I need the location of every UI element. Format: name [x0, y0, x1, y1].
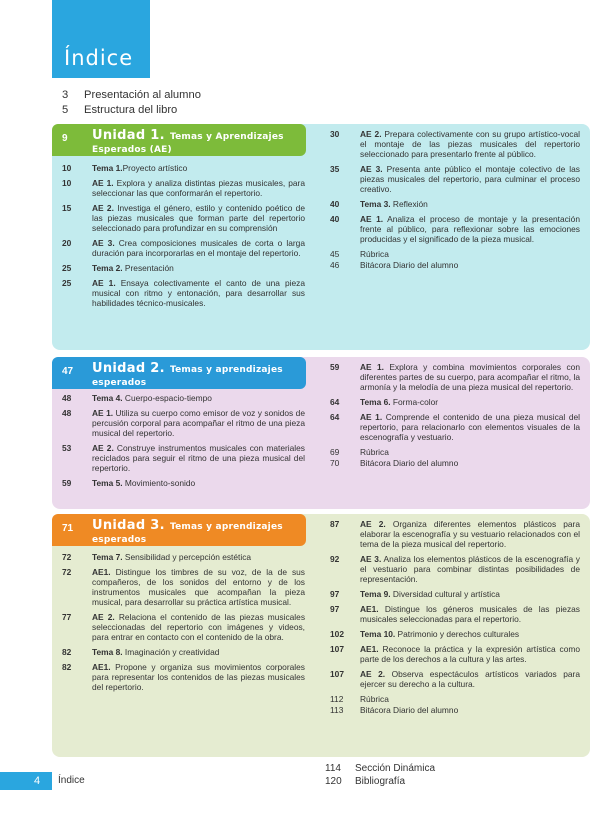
- toc-entry[interactable]: [62, 567, 305, 607]
- toc-entry-text: [92, 408, 305, 438]
- toc-page-number: 64: [330, 397, 340, 407]
- page-title: Índice: [52, 0, 150, 78]
- toc-page-number: 92: [330, 554, 340, 564]
- toc-entry[interactable]: [330, 589, 580, 599]
- toc-entry-text: [360, 629, 580, 639]
- unit-3-page: 71: [62, 523, 74, 534]
- toc-page-number: 97: [330, 589, 340, 599]
- intro-text: Presentación al alumno: [84, 88, 201, 101]
- toc-entry-description: Propone y organiza sus movimientos corporales para representar los contenidos de las piezas musicales del repertorio.: [92, 662, 305, 692]
- toc-entry-label: AE 2.: [92, 203, 114, 213]
- toc-entry-label: AE 1.: [92, 178, 114, 188]
- toc-entry-description: Observa espectáculos artísticos variados para ejercer su derecho a la cultura.: [360, 669, 580, 689]
- toc-entry[interactable]: [330, 694, 580, 704]
- toc-entry[interactable]: [330, 705, 580, 715]
- outro-list: [325, 762, 435, 788]
- toc-entry-text: [360, 249, 580, 259]
- toc-entry-label: AE1.: [92, 662, 111, 672]
- toc-page-number: 46: [330, 260, 340, 270]
- unit-title-big: Unidad 2.: [92, 361, 165, 376]
- toc-page-number: 102: [330, 629, 344, 639]
- toc-entry-description: Comprende el contenido de una pieza musical del repertorio, para relacionarlo con elementos visuales de la escenografía y vestuario.: [360, 412, 580, 442]
- toc-entry[interactable]: [330, 669, 580, 689]
- toc-entry-text: [360, 705, 580, 715]
- toc-entry[interactable]: [62, 478, 305, 488]
- toc-page-number: 30: [330, 129, 340, 139]
- toc-entry-description: Investiga el género, estilo y contenido poético de las piezas musicales que forman parte del repertorio seleccionado para profundizar en su comprensión: [92, 203, 305, 233]
- unit-title-rest: Temas y aprendizajes: [169, 522, 283, 532]
- unit-3-title: [92, 517, 283, 547]
- toc-entry-label: AE1.: [360, 644, 379, 654]
- toc-page-number: 87: [330, 519, 340, 529]
- outro-text: Bibliografía: [355, 776, 406, 787]
- unit-2-title: [92, 360, 283, 390]
- toc-entry[interactable]: [330, 629, 580, 639]
- toc-entry-description: Cuerpo-espacio-tiempo: [122, 393, 212, 403]
- toc-entry-description: Rúbrica: [360, 694, 389, 704]
- intro-page: 3: [62, 88, 69, 101]
- toc-entry-text: [360, 694, 580, 704]
- toc-page-number: 35: [330, 164, 340, 174]
- toc-entry-text: [360, 214, 580, 244]
- toc-entry-label: Tema 5.: [92, 478, 123, 488]
- toc-page-number: 107: [330, 644, 344, 654]
- toc-entry-description: Distingue los timbres de su voz, de la de sus compañeros, de los sonidos del entorno y de los instrumentos musicales que acompañan la pieza musical, para desarrollar su práctica artística musical.: [92, 567, 305, 607]
- intro-item[interactable]: [62, 87, 201, 102]
- toc-entry-label: Tema 3.: [360, 199, 391, 209]
- toc-entry-text: [360, 164, 580, 194]
- toc-entry-label: AE 3.: [360, 164, 383, 174]
- unit-3-left-column: [62, 552, 305, 697]
- unit-title-big: Unidad 1.: [92, 128, 165, 143]
- toc-entry-label: AE 1.: [92, 278, 116, 288]
- unit-1-header[interactable]: [52, 124, 306, 156]
- toc-entry-label: AE 1.: [360, 214, 384, 224]
- toc-entry[interactable]: [330, 260, 580, 270]
- toc-entry-text: [92, 647, 305, 657]
- toc-entry[interactable]: [330, 129, 580, 159]
- toc-entry[interactable]: [62, 263, 305, 273]
- toc-entry-label: AE 2.: [360, 519, 386, 529]
- toc-entry-text: [92, 278, 305, 308]
- toc-page-number: 25: [62, 278, 72, 288]
- unit-3-right-column: [330, 519, 580, 716]
- toc-entry[interactable]: [330, 412, 580, 442]
- toc-entry-description: Movimiento-sonido: [122, 478, 196, 488]
- unit-2-right-column: [330, 362, 580, 469]
- toc-entry-label: AE 2.: [360, 129, 382, 139]
- unit-2-left-column: [62, 393, 305, 493]
- toc-entry-label: AE 2.: [92, 612, 115, 622]
- toc-entry-description: Presentación: [122, 263, 174, 273]
- unit-2-header[interactable]: [52, 357, 306, 389]
- toc-entry-text: [92, 238, 305, 258]
- toc-entry-description: Reflexión: [390, 199, 428, 209]
- toc-page-number: 59: [62, 478, 72, 488]
- toc-entry-label: Tema 4.: [92, 393, 123, 403]
- outro-item[interactable]: [325, 775, 435, 788]
- toc-entry[interactable]: [62, 552, 305, 562]
- outro-text: Sección Dinámica: [355, 763, 436, 774]
- toc-entry-text: [92, 178, 305, 198]
- toc-entry-label: Tema 8.: [92, 647, 123, 657]
- toc-entry[interactable]: [330, 397, 580, 407]
- unit-1-left-column: [62, 163, 305, 313]
- toc-entry-description: Analiza el proceso de montaje y la presentación frente al público, para reflexionar sobre las emociones producidas y el significado de la pieza musical.: [360, 214, 580, 244]
- toc-entry-label: Tema 9.: [360, 589, 391, 599]
- toc-entry-text: [92, 612, 305, 642]
- toc-entry[interactable]: [330, 604, 580, 624]
- toc-entry-label: Tema 1.: [92, 163, 123, 173]
- toc-entry[interactable]: [330, 644, 580, 664]
- footer-label: Índice: [58, 775, 85, 786]
- toc-page-number: 82: [62, 647, 72, 657]
- toc-entry-label: Tema 6.: [360, 397, 391, 407]
- toc-entry-description: Bitácora Diario del alumno: [360, 260, 459, 270]
- toc-page-number: 107: [330, 669, 344, 679]
- toc-entry-description: Sensibilidad y percepción estética: [122, 552, 252, 562]
- unit-3-header[interactable]: [52, 514, 306, 546]
- toc-entry[interactable]: [330, 519, 580, 549]
- outro-page: 120: [325, 776, 342, 787]
- toc-entry[interactable]: [330, 458, 580, 468]
- unit-2-page: 47: [62, 366, 74, 377]
- toc-page-number: 82: [62, 662, 72, 672]
- toc-entry-label: Tema 10.: [360, 629, 396, 639]
- toc-entry-text: [360, 589, 580, 599]
- toc-page-number: 10: [62, 178, 72, 188]
- toc-entry[interactable]: [330, 164, 580, 194]
- toc-entry[interactable]: [62, 612, 305, 642]
- toc-page-number: 40: [330, 214, 340, 224]
- toc-entry-label: AE 1.: [360, 362, 384, 372]
- toc-entry[interactable]: [330, 249, 580, 259]
- toc-entry-text: [92, 552, 305, 562]
- toc-entry-label: Tema 2.: [92, 263, 123, 273]
- toc-entry-description: Utiliza su cuerpo como emisor de voz y sonidos de percusión corporal para acompañar el ritmo de una pieza musical del repertorio.: [92, 408, 305, 438]
- toc-entry[interactable]: [62, 443, 305, 473]
- toc-entry-text: [360, 644, 580, 664]
- toc-entry-label: Tema 7.: [92, 552, 123, 562]
- toc-entry-text: [360, 362, 580, 392]
- toc-entry-description: Explora y combina movimientos corporales con diferentes partes de su cuerpo, para acompañar el ritmo, la armonía y la melodía de una pieza musical del repertorio.: [360, 362, 580, 392]
- toc-page-number: 45: [330, 249, 340, 259]
- toc-entry[interactable]: [330, 447, 580, 457]
- toc-page-number: 53: [62, 443, 72, 453]
- unit-title-line2: esperados: [92, 378, 147, 388]
- toc-entry[interactable]: [330, 214, 580, 244]
- toc-entry-label: AE 3.: [92, 238, 115, 248]
- toc-entry-label: AE 1.: [360, 412, 383, 422]
- toc-entry-text: [92, 443, 305, 473]
- toc-page-number: 48: [62, 408, 72, 418]
- toc-entry-text: [92, 203, 305, 233]
- toc-entry[interactable]: [62, 178, 305, 198]
- outro-page: 114: [325, 763, 341, 774]
- toc-page-number: 48: [62, 393, 72, 403]
- toc-entry[interactable]: [330, 199, 580, 209]
- toc-entry-description: Relaciona el contenido de las piezas musicales seleccionadas del repertorio con imágenes y videos, para entrar en contacto con el contenido de la obra.: [92, 612, 305, 642]
- toc-entry-text: [92, 567, 305, 607]
- toc-entry[interactable]: [330, 362, 580, 392]
- toc-entry-text: [92, 163, 305, 173]
- toc-entry-description: Prepara colectivamente con su grupo artístico-vocal el montaje de las piezas musicales del repertorio seleccionado para presentarlo frente al público.: [360, 129, 581, 159]
- toc-entry-description: Crea composiciones musicales de corta o larga duración para incorporarlas en el montaje del repertorio.: [92, 238, 305, 258]
- toc-page-number: 40: [330, 199, 340, 209]
- unit-1-right-column: [330, 129, 580, 271]
- toc-entry-description: Bitácora Diario del alumno: [360, 458, 459, 468]
- toc-page-number: 59: [330, 362, 340, 372]
- toc-entry-text: [360, 669, 580, 689]
- toc-entry-text: [360, 519, 580, 549]
- toc-entry-label: AE 2.: [92, 443, 114, 453]
- toc-page-number: 72: [62, 552, 72, 562]
- unit-title-big: Unidad 3.: [92, 518, 165, 533]
- toc-page-number: 15: [62, 203, 72, 213]
- toc-entry-label: AE1.: [92, 567, 111, 577]
- toc-entry-description: Patrimonio y derechos culturales: [395, 629, 520, 639]
- toc-entry[interactable]: [62, 408, 305, 438]
- toc-entry-label: AE 3.: [360, 554, 382, 564]
- toc-page-number: 64: [330, 412, 340, 422]
- unit-title-line2: Esperados (AE): [92, 145, 172, 155]
- toc-entry-description: Imaginación y creatividad: [122, 647, 220, 657]
- toc-entry-text: [360, 604, 580, 624]
- toc-entry-description: Organiza diferentes elementos plásticos para elaborar la escenografía y su vestuario relacionados con el tema de la pieza musical del repertorio.: [360, 519, 580, 549]
- unit-title-line2: esperados: [92, 535, 147, 545]
- toc-entry-description: Ensaya colectivamente el canto de una pieza musical con ritmo y entonación, para desarrollar sus habilidades técnico-musicales.: [92, 278, 305, 308]
- toc-entry-label: AE 1.: [92, 408, 114, 418]
- toc-entry[interactable]: [62, 278, 305, 308]
- toc-entry-label: AE1.: [360, 604, 379, 614]
- toc-page-number: 112: [330, 694, 344, 704]
- outro-item[interactable]: [325, 762, 435, 775]
- unit-title-rest: Temas y Aprendizajes: [169, 132, 284, 142]
- toc-entry[interactable]: [330, 554, 580, 584]
- toc-entry-text: [360, 458, 580, 468]
- unit-title-rest: Temas y aprendizajes: [169, 365, 283, 375]
- toc-entry-text: [360, 554, 580, 584]
- toc-page-number: 72: [62, 567, 72, 577]
- toc-entry-label: AE 2.: [360, 669, 386, 679]
- toc-entry-description: Rúbrica: [360, 447, 389, 457]
- toc-entry-text: [360, 199, 580, 209]
- toc-entry-description: Explora y analiza distintas piezas musicales, para seleccionar las que conformarán el repertorio.: [92, 178, 305, 198]
- toc-entry[interactable]: [62, 163, 305, 173]
- toc-entry-description: Analiza los elementos plásticos de la escenografía y el vestuario para combinar distintas posibilidades de representación.: [360, 554, 580, 584]
- toc-page-number: 69: [330, 447, 340, 457]
- unit-1-title: [92, 127, 284, 157]
- toc-page-number: 10: [62, 163, 72, 173]
- toc-page-number: 97: [330, 604, 340, 614]
- toc-entry-text: [92, 393, 305, 403]
- toc-entry-text: [360, 447, 580, 457]
- toc-entry[interactable]: [62, 647, 305, 657]
- toc-entry-description: Construye instrumentos musicales con materiales reciclados para seguir el ritmo de una pieza musical del repertorio.: [92, 443, 305, 473]
- toc-entry-description: Bitácora Diario del alumno: [360, 705, 459, 715]
- toc-entry-description: Reconoce la práctica y la expresión artística como parte de los derechos a la cultura y las artes.: [360, 644, 580, 664]
- toc-entry-text: [92, 263, 305, 273]
- toc-entry-text: [92, 478, 305, 488]
- toc-page-number: 70: [330, 458, 340, 468]
- toc-entry-text: [360, 397, 580, 407]
- toc-page-number: 20: [62, 238, 72, 248]
- toc-entry-description: Distingue los géneros musicales de las piezas musicales seleccionadas para el repertorio.: [360, 604, 580, 624]
- toc-entry[interactable]: [62, 238, 305, 258]
- toc-page-number: 25: [62, 263, 72, 273]
- toc-entry[interactable]: [62, 203, 305, 233]
- toc-entry-description: Diversidad cultural y artística: [390, 589, 500, 599]
- toc-page-number: 113: [330, 705, 344, 715]
- intro-text: Estructura del libro: [84, 103, 178, 116]
- toc-entry-text: [360, 412, 580, 442]
- intro-item[interactable]: [62, 102, 201, 117]
- toc-entry-description: Rúbrica: [360, 249, 389, 259]
- unit-1-page: 9: [62, 133, 68, 144]
- toc-entry-text: [360, 260, 580, 270]
- toc-page-number: 77: [62, 612, 72, 622]
- toc-entry-description: Presenta ante público el montaje colectivo de las piezas musicales del repertorio, para culminar el proceso creativo.: [360, 164, 580, 194]
- toc-entry-text: [92, 662, 305, 692]
- toc-entry-description: Proyecto artístico: [122, 163, 188, 173]
- toc-entry-text: [360, 129, 580, 159]
- intro-list: [62, 87, 201, 117]
- toc-entry[interactable]: [62, 393, 305, 403]
- toc-entry[interactable]: [62, 662, 305, 692]
- footer-page-number: 4: [0, 772, 52, 790]
- toc-entry-description: Forma-color: [390, 397, 439, 407]
- intro-page: 5: [62, 103, 69, 116]
